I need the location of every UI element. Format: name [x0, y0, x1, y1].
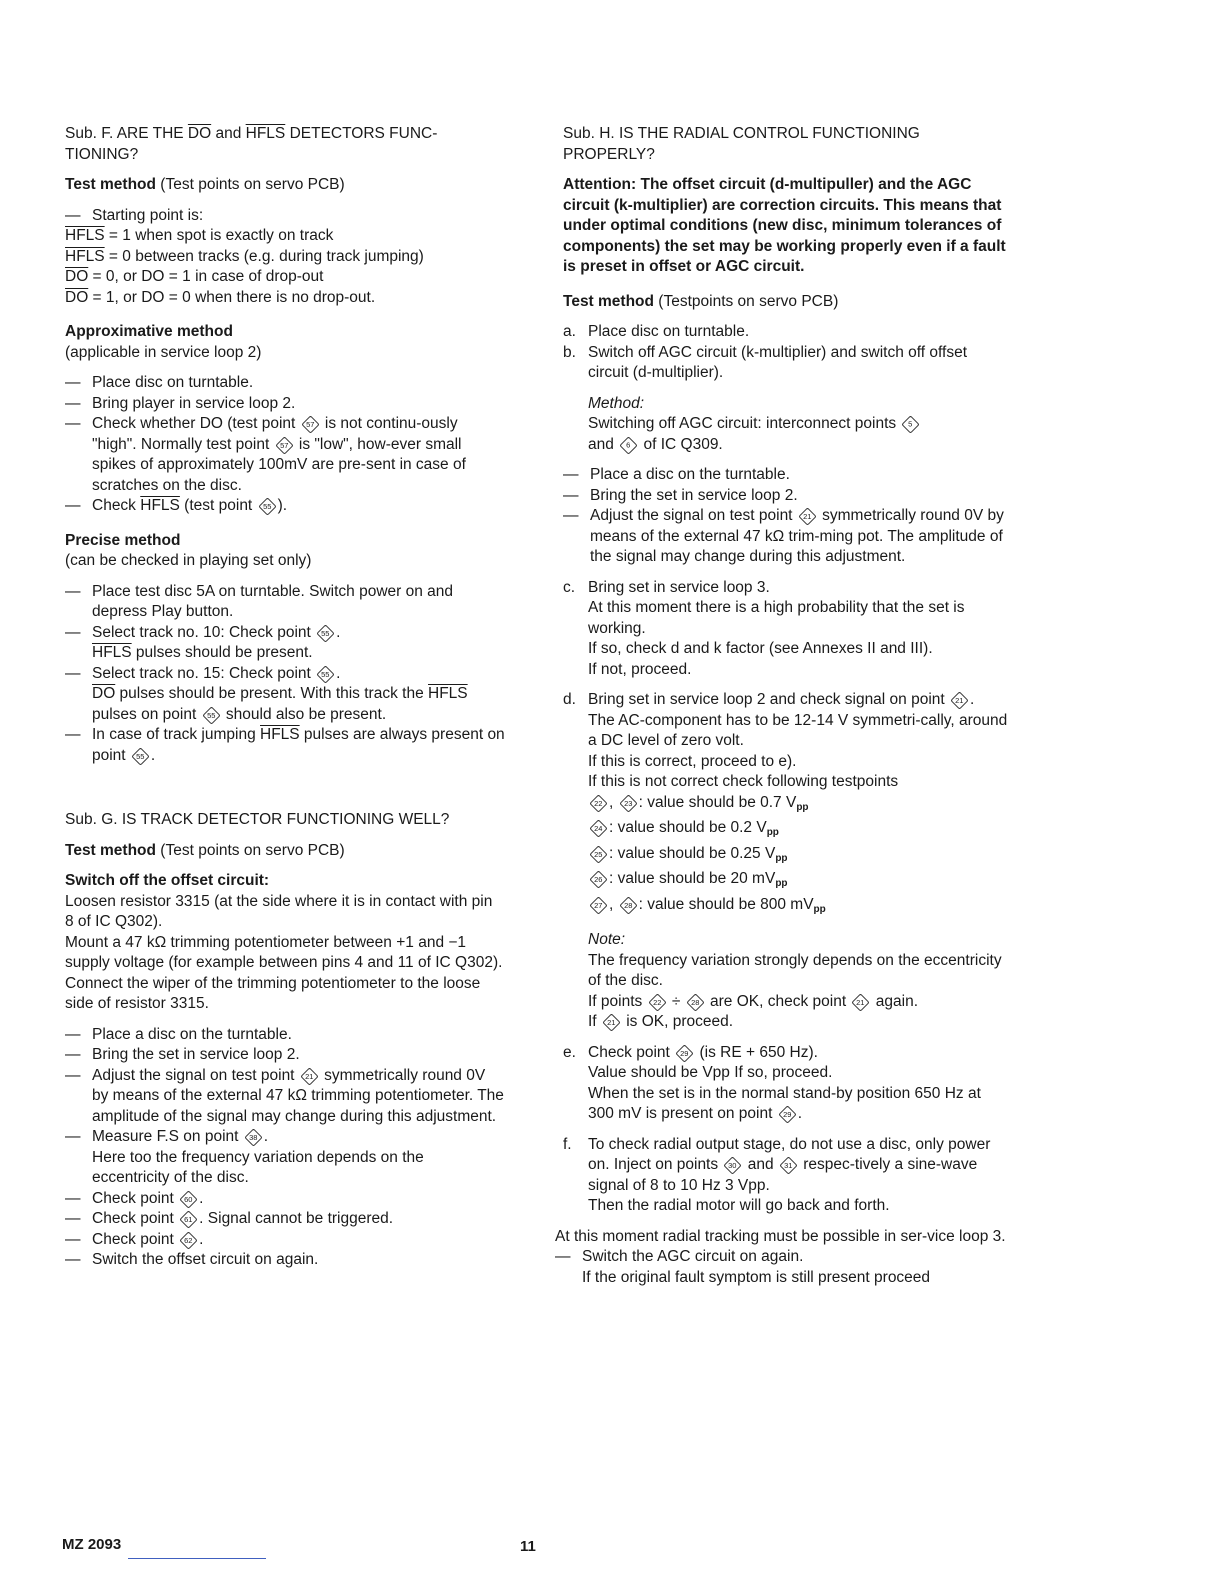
test-point-icon [686, 993, 704, 1011]
text: should also be present. [221, 705, 387, 723]
bullet-text [590, 506, 1008, 568]
point-number: 31 [784, 1161, 793, 1170]
text: . Signal cannot be triggered. [199, 1210, 394, 1227]
sub-h-test-method [563, 292, 1008, 313]
state-line [65, 247, 505, 268]
text: Check whether DO (test point [92, 415, 300, 432]
test-point-icon [179, 1231, 197, 1249]
text: At this moment there is a high probability that the set is working. [588, 599, 965, 637]
test-point-icon [275, 436, 293, 454]
hfls-label: HFLS [428, 685, 468, 702]
bullet-text: Bring the set in service loop 2. [590, 486, 798, 504]
item-text [588, 690, 1008, 920]
text: is not continu-ously "high". Normally test point [92, 415, 458, 453]
dash: — [555, 1248, 571, 1265]
item-marker: e. [563, 1043, 576, 1061]
point-number: 60 [184, 1194, 193, 1204]
text: Check [92, 497, 141, 514]
point-number: 6 [626, 440, 631, 450]
list-item [563, 486, 1008, 507]
dash: — [65, 582, 81, 600]
dash: — [65, 1210, 81, 1227]
list-item [65, 1189, 505, 1210]
heading-text: PROPERLY? [563, 145, 655, 163]
list-item [65, 1025, 505, 1046]
text: (test point [179, 497, 257, 514]
bullet-text [92, 623, 505, 664]
list-item [563, 506, 1008, 568]
state-text: = 1, or DO = 0 when there is no drop-out. [88, 288, 376, 306]
test-point-icon [648, 993, 666, 1011]
test-point-icon [589, 896, 607, 914]
list-item [65, 414, 505, 496]
text: If points [588, 992, 647, 1010]
point-number: 26 [594, 875, 603, 884]
list-item [65, 623, 505, 664]
test-point-icon [950, 691, 968, 709]
do-label: $\overline{DO}$ [187, 125, 212, 142]
text: (is RE + 650 Hz). [695, 1043, 818, 1061]
attention-paragraph: Attention: The offset circuit (d-multipuller) and the AGC circuit (k-multiplier) are correction circuits. This means that under optimal conditions (new disc, minimum tolerances of components) the set may be working properly even if a fault is preset in offset or AGC circuit. [563, 176, 1006, 275]
item-text [588, 1043, 1008, 1125]
point-number: 55 [262, 502, 272, 511]
dash: — [65, 1046, 81, 1063]
list-item [563, 1135, 1008, 1217]
approx-subtitle: (applicable in service loop 2) [65, 343, 262, 361]
test-method-label: Test method [65, 841, 156, 859]
test-point-icon [778, 1105, 796, 1123]
dash: — [65, 394, 81, 412]
bullet-text [92, 664, 505, 726]
text: Here too the frequency variation depends on the eccentricity of the disc. [92, 1148, 424, 1186]
test-method-note: (Testpoints on servo PCB) [654, 292, 839, 310]
dash: — [65, 1230, 81, 1248]
precise-subtitle: (can be checked in playing set only) [65, 552, 312, 569]
note-block [563, 930, 1008, 1033]
text: . [199, 1189, 204, 1207]
point-number: 22 [594, 798, 603, 808]
point-number: 21 [803, 512, 812, 521]
point-number: 57 [305, 420, 315, 429]
point-number: 38 [249, 1133, 258, 1142]
do-label: $\overline{DO}$ [92, 685, 116, 702]
bullet-text: Bring the set in service loop 2. [92, 1046, 300, 1063]
text: If not, proceed. [588, 660, 692, 678]
dash: — [65, 726, 81, 743]
hfls-label: HFLS [92, 644, 132, 661]
footer-rule [128, 1558, 266, 1559]
starting-point [65, 206, 505, 227]
unit-subscript: pp [766, 827, 779, 838]
dash: — [65, 415, 81, 432]
test-point-icon [300, 1067, 318, 1085]
text: , [609, 895, 618, 913]
text: . [336, 664, 341, 682]
test-point-icon [602, 1013, 620, 1031]
text: . [263, 1128, 269, 1145]
point-number: 55 [136, 751, 145, 761]
hfls-label: HFLS [140, 497, 180, 514]
point-number: 28 [691, 997, 700, 1007]
test-point-icon [724, 1156, 742, 1174]
point-number: 61 [184, 1215, 193, 1224]
hfls-label: HFLS [260, 726, 300, 743]
text: . [336, 623, 341, 641]
bullet-text: Switch the offset circuit on again. [92, 1251, 319, 1268]
dash: — [65, 1025, 81, 1043]
item-text [588, 1135, 1008, 1217]
dash: — [563, 466, 579, 483]
list-item [65, 664, 505, 726]
text: If so, check d and k factor (see Annexes II and III). [588, 640, 933, 657]
text: If [588, 1013, 601, 1030]
text: Select track no. 15: Check point [92, 664, 316, 682]
heading-text: and [211, 125, 246, 142]
bullet-text [582, 1247, 1008, 1288]
bullet-text [92, 496, 505, 517]
test-point-icon [316, 665, 334, 683]
unit-subscript: pp [796, 801, 809, 813]
dash: — [65, 1128, 81, 1145]
bullet-text: Place disc on turntable. [92, 374, 254, 391]
text: pulses are always present on point [92, 726, 505, 764]
point-number: 55 [206, 710, 216, 720]
test-point-icon [131, 747, 149, 765]
point-number: 21 [955, 696, 964, 705]
test-point-icon [675, 1044, 693, 1062]
sub-h-heading [563, 124, 1008, 165]
point-number: 25 [594, 849, 603, 859]
text: Bring set in service loop 2 and check signal on point [588, 691, 950, 708]
unit-subscript: pp [775, 852, 788, 864]
text: is "low", how-ever small spikes of approximately 100mV are pre-sent in case of scratches on the disc. [92, 435, 466, 494]
bullet-text [92, 1127, 505, 1189]
item-marker: a. [563, 323, 576, 340]
test-point-icon [316, 624, 334, 642]
item-text [588, 578, 1008, 681]
text: ). [277, 497, 288, 514]
point-number: 22 [652, 997, 662, 1007]
item-text: Place disc on turntable. [588, 323, 750, 340]
point-number: 27 [594, 900, 603, 910]
final-paragraph: At this moment radial tracking must be possible in ser-vice loop 3. [555, 1227, 1006, 1245]
test-method-label: Test method [563, 292, 654, 310]
text: Bring set in service loop 3. [588, 578, 770, 596]
dash: — [65, 497, 81, 514]
text: of IC Q309. [639, 435, 723, 453]
text: . [797, 1105, 803, 1122]
note-text [588, 951, 1008, 1033]
switch-off-paragraph: Loosen resistor 3315 (at the side where it is in contact with pin 8 of IC Q302). [65, 892, 493, 930]
text: Then the radial motor will go back and forth. [588, 1197, 890, 1214]
list-item [65, 1066, 505, 1128]
text: Check point [92, 1189, 179, 1207]
text: Measure F.S on point [92, 1128, 243, 1145]
bullet-text: Place test disc 5A on turntable. Switch power on and depress Play button. [92, 582, 454, 620]
list-item [563, 322, 1008, 343]
text: Check point [92, 1230, 179, 1248]
text: . [970, 691, 975, 708]
list-item [65, 582, 505, 623]
point-number: 28 [623, 900, 633, 910]
approx-title: Approximative method [65, 323, 233, 340]
item-text: Switch off AGC circuit (k-multiplier) and switch off offset circuit (d-multiplier). [588, 343, 968, 381]
test-method-note: (Test points on servo PCB) [156, 841, 345, 859]
text: pulses should be present. [131, 644, 313, 661]
list-item [65, 1045, 505, 1066]
bullet-text [92, 725, 505, 766]
method-text [588, 414, 1008, 455]
sub-f-test-method [65, 175, 505, 196]
text: Adjust the signal on test point [92, 1066, 299, 1084]
method-label: Method: [588, 394, 645, 412]
sub-g-heading: Sub. G. IS TRACK DETECTOR FUNCTIONING WELL? [65, 811, 450, 828]
heading-text: Sub. F. ARE THE [65, 125, 188, 142]
bullet-text [92, 414, 505, 496]
test-point-icon [619, 436, 637, 454]
text: : value should be 20 mV [609, 870, 776, 887]
left-column [65, 124, 505, 1271]
unit-subscript: pp [775, 878, 788, 889]
text: When the set is in the normal stand-by position 650 Hz at 300 mV is present on point [588, 1084, 981, 1122]
point-number: 21 [607, 1018, 616, 1027]
state-line [65, 226, 505, 247]
item-marker: f. [563, 1135, 572, 1153]
hfls-label: HFLS [65, 227, 105, 244]
test-point-icon [589, 870, 607, 888]
text: Select track no. 10: Check point [92, 623, 316, 641]
test-point-icon [179, 1190, 197, 1208]
bullet-text [92, 1209, 505, 1230]
dash: — [65, 206, 81, 224]
text: Check point [92, 1210, 179, 1227]
test-point-icon [179, 1210, 197, 1228]
list-item [65, 496, 505, 517]
point-number: 55 [321, 669, 330, 679]
point-number: 24 [594, 824, 603, 833]
doc-code: MZ 2093 [62, 1536, 122, 1553]
bullet-text [92, 1066, 505, 1128]
text: To check radial output stage, do not use a disc, only power on. Inject on points [588, 1135, 991, 1173]
text: Value should be Vpp If so, proceed. [588, 1064, 833, 1081]
list-item [65, 725, 505, 766]
sub-g-test-method [65, 841, 505, 862]
bullet-text: Bring player in service loop 2. [92, 394, 296, 412]
text: again. [871, 992, 919, 1010]
test-point-icon [244, 1128, 262, 1146]
text: Check point [588, 1043, 675, 1061]
state-text: = 1 when spot is exactly on track [104, 227, 334, 244]
test-point-icon [589, 845, 607, 863]
text: If the original fault symptom is still present proceed [582, 1268, 931, 1286]
test-point-icon [202, 706, 220, 724]
test-point-icon [301, 415, 319, 433]
precise-title: Precise method [65, 531, 181, 549]
dash: — [65, 1251, 81, 1268]
heading-text: TIONING? [65, 145, 139, 163]
point-number: 55 [321, 628, 330, 638]
list-item [65, 1250, 505, 1271]
list-item [65, 1127, 505, 1189]
text: . [150, 746, 156, 764]
text: . [199, 1230, 204, 1248]
test-point-icon [589, 819, 607, 837]
text: The frequency variation strongly depends on the eccentricity of the disc. [588, 951, 1002, 989]
text: are OK, check point [705, 992, 851, 1010]
do-label: $\overline{DO}$ [65, 288, 89, 306]
point-number: 62 [184, 1235, 193, 1245]
list-item [65, 394, 505, 415]
text: symmetrically round 0V by means of the external 47 kΩ trimming potentiometer. The amplitude of the signal may change during this adjustment. [92, 1066, 504, 1125]
text: In case of track jumping [92, 726, 260, 743]
hfls-label: HFLS [245, 125, 286, 142]
text: Adjust the signal on test point [590, 507, 797, 524]
test-point-icon [619, 896, 637, 914]
note-label: Note: [588, 931, 626, 948]
dash: — [65, 1189, 81, 1207]
text: respec-tively a sine-wave signal of 8 to 10 Hz 3 Vpp. [588, 1156, 978, 1194]
hfls-label: HFLS [65, 247, 105, 265]
text: : value should be 0.25 V [609, 844, 776, 862]
text: and [588, 435, 619, 453]
switch-off-paragraph: Mount a 47 kΩ trimming potentiometer between +1 and −1 supply voltage (for example between pins 4 and 11 of IC Q302). Connect the wiper of the trimming potentiometer to the loose side of resistor 3315. [65, 933, 503, 1012]
sub-f-heading [65, 124, 505, 165]
dash: — [65, 374, 81, 391]
test-point-icon [798, 507, 816, 525]
text: , [609, 793, 618, 811]
bullet-text [92, 1189, 505, 1210]
text: Switch the AGC circuit on again. [582, 1248, 804, 1265]
test-point-icon [779, 1156, 797, 1174]
test-point-icon [619, 794, 637, 812]
unit-subscript: pp [813, 903, 826, 915]
text: The AC-component has to be 12-14 V symmetri-cally, around a DC level of zero volt. [588, 711, 1008, 749]
test-point-icon [852, 993, 870, 1011]
text: and [743, 1156, 778, 1173]
text: : value should be 800 mV [638, 895, 814, 913]
test-point-icon [589, 794, 607, 812]
list-item [563, 1043, 1008, 1125]
text: pulses should be present. With this track the [115, 685, 428, 702]
test-method-note: (Test points on servo PCB) [156, 176, 345, 193]
dash: — [65, 664, 81, 682]
point-number: 21 [856, 997, 866, 1007]
point-number: 21 [305, 1071, 314, 1081]
text: : value should be 0.7 V [638, 793, 797, 811]
bullet-text [92, 1230, 505, 1251]
point-number: 29 [783, 1110, 792, 1119]
bullet-text: Place a disc on the turntable. [590, 466, 790, 483]
text: If this is not correct check following testpoints [588, 773, 899, 790]
state-line [65, 267, 505, 288]
item-marker: c. [563, 578, 576, 596]
state-text: = 0 between tracks (e.g. during track jumping) [104, 247, 424, 265]
text: ÷ [667, 992, 685, 1010]
list-item [65, 1230, 505, 1251]
dash: — [65, 1066, 81, 1084]
list-item [65, 373, 505, 394]
item-marker: d. [563, 691, 576, 708]
text: symmetrically round 0V by means of the external 47 kΩ trim-ming pot. The amplitude of the signal may change during this adjustment. [590, 507, 1004, 565]
list-item [563, 343, 1008, 384]
dash: — [563, 486, 579, 504]
bullet-text: Place a disc on the turntable. [92, 1025, 292, 1043]
text: : value should be 0.2 V [609, 819, 767, 836]
point-number: 5 [908, 419, 914, 429]
switch-off-title: Switch off the offset circuit: [65, 872, 270, 889]
test-point-icon [902, 415, 920, 433]
text: If this is correct, proceed to e). [588, 752, 797, 770]
text: pulses on point [92, 705, 201, 723]
point-number: 57 [279, 440, 289, 450]
list-item [563, 690, 1008, 920]
test-point-icon [258, 497, 276, 515]
method-block [563, 394, 1008, 456]
dash: — [563, 507, 579, 524]
right-column [555, 124, 1008, 1288]
do-label: $\overline{DO}$ [65, 268, 89, 285]
list-item [563, 465, 1008, 486]
page-number: 11 [520, 1538, 536, 1555]
bullet-text: Starting point is: [92, 206, 204, 224]
dash: — [65, 623, 81, 641]
list-item [65, 1209, 505, 1230]
list-item [563, 578, 1008, 681]
state-text: = 0, or DO = 1 in case of drop-out [88, 268, 324, 285]
heading-text: DETECTORS FUNC- [285, 125, 438, 142]
text: is OK, proceed. [621, 1013, 734, 1030]
item-marker: b. [563, 343, 576, 361]
text: Switching off AGC circuit: interconnect points [588, 415, 901, 432]
list-item [555, 1247, 1008, 1288]
heading-text: Sub. H. IS THE RADIAL CONTROL FUNCTIONING [563, 125, 920, 142]
state-line [65, 288, 505, 309]
point-number: 30 [728, 1161, 738, 1170]
test-method-label: Test method [65, 176, 156, 193]
point-number: 29 [680, 1048, 689, 1058]
point-number: 23 [623, 798, 633, 808]
